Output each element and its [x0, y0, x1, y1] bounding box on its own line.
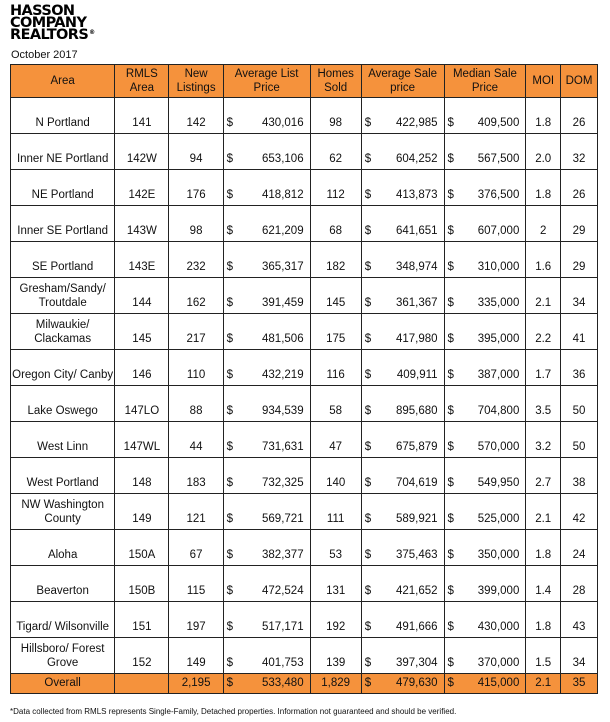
currency-symbol: $: [447, 585, 454, 597]
amount: 382,377: [262, 549, 304, 561]
amount: 430,000: [477, 621, 520, 633]
currency-symbol: $: [447, 549, 454, 561]
amount: 895,680: [395, 405, 438, 417]
currency-symbol: $: [364, 333, 372, 345]
avg-list-price-cell: [223, 422, 310, 458]
amount: 607,000: [477, 225, 520, 237]
currency-symbol: $: [226, 513, 234, 525]
homes-sold-cell: 62: [310, 134, 361, 170]
rmls-cell: 147WL: [115, 422, 169, 458]
currency-symbol: $: [447, 153, 454, 165]
median-sale-price-cell: [444, 566, 526, 602]
currency-symbol: $: [226, 657, 234, 669]
homes-sold-cell: 116: [310, 350, 361, 386]
avg-sale-price-cell: [361, 494, 444, 530]
amount: 704,800: [477, 405, 520, 417]
area-cell: Oregon City/ Canby: [11, 350, 115, 386]
avg-list-price-cell: [223, 242, 310, 278]
amount: 653,106: [262, 153, 304, 165]
homes-sold-cell: 182: [310, 242, 361, 278]
median-sale-price-cell: [444, 350, 526, 386]
moi-cell: 1.8: [526, 530, 561, 566]
amount: 401,753: [262, 657, 304, 669]
amount: 732,325: [262, 477, 304, 489]
dom-cell: 29: [561, 206, 598, 242]
median-sale-price-cell: [444, 386, 526, 422]
table-row: [11, 278, 598, 314]
currency-symbol: $: [364, 549, 372, 561]
avg-sale-price-cell: [361, 206, 444, 242]
new-listings-cell: 217: [169, 314, 223, 350]
homes-sold-cell: 1,829: [310, 674, 361, 694]
avg-list-price-cell: [223, 674, 310, 694]
amount: 570,000: [477, 441, 520, 453]
currency-symbol: $: [226, 477, 234, 489]
new-listings-cell: 2,195: [169, 674, 223, 694]
amount: 589,921: [395, 513, 438, 525]
currency-symbol: $: [364, 677, 372, 689]
moi-cell: 1.4: [526, 566, 561, 602]
moi-cell: 1.8: [526, 170, 561, 206]
avg-sale-price-cell: [361, 602, 444, 638]
new-listings-cell: 232: [169, 242, 223, 278]
table-row: [11, 494, 598, 530]
amount: 310,000: [477, 261, 520, 273]
area-cell: SE Portland: [11, 242, 115, 278]
market-stats-table: [10, 64, 598, 694]
column-header: Homes Sold: [310, 65, 361, 98]
report-date: October 2017: [11, 49, 78, 61]
moi-cell: 1.6: [526, 242, 561, 278]
median-sale-price-cell: [444, 242, 526, 278]
median-sale-price-cell: [444, 422, 526, 458]
table-row: [11, 530, 598, 566]
table-row: [11, 242, 598, 278]
area-cell: Overall: [11, 674, 115, 694]
homes-sold-cell: 131: [310, 566, 361, 602]
table-row: [11, 170, 598, 206]
currency-symbol: $: [226, 225, 234, 237]
median-sale-price-cell: [444, 98, 526, 134]
currency-symbol: $: [447, 189, 454, 201]
moi-cell: 1.5: [526, 638, 561, 674]
table-row: [11, 386, 598, 422]
median-sale-price-cell: [444, 494, 526, 530]
currency-symbol: $: [447, 297, 454, 309]
avg-sale-price-cell: [361, 638, 444, 674]
new-listings-cell: 142: [169, 98, 223, 134]
moi-cell: 2.2: [526, 314, 561, 350]
avg-list-price-cell: [223, 314, 310, 350]
new-listings-cell: 115: [169, 566, 223, 602]
currency-symbol: $: [447, 117, 454, 129]
amount: 397,304: [395, 657, 438, 669]
currency-symbol: $: [226, 333, 234, 345]
currency-symbol: $: [447, 513, 454, 525]
area-cell: Beaverton: [11, 566, 115, 602]
amount: 567,500: [477, 153, 520, 165]
currency-symbol: $: [364, 585, 372, 597]
amount: 549,950: [477, 477, 520, 489]
amount: 376,500: [477, 189, 520, 201]
column-header: MOI: [526, 65, 561, 98]
new-listings-cell: 88: [169, 386, 223, 422]
area-cell: Inner SE Portland: [11, 206, 115, 242]
avg-list-price-cell: [223, 458, 310, 494]
footnote: *Data collected from RMLS represents Single-Family, Detached properties. Information not guaranteed and should be verified.: [10, 707, 457, 716]
dom-cell: 43: [561, 602, 598, 638]
amount: 704,619: [395, 477, 438, 489]
moi-cell: 2.1: [526, 494, 561, 530]
avg-sale-price-cell: [361, 386, 444, 422]
amount: 350,000: [477, 549, 520, 561]
table-row: [11, 638, 598, 674]
homes-sold-cell: 98: [310, 98, 361, 134]
dom-cell: 38: [561, 458, 598, 494]
homes-sold-cell: 68: [310, 206, 361, 242]
hasson-logo: [10, 3, 95, 43]
amount: 409,911: [396, 369, 438, 381]
area-cell: Milwaukie/ Clackamas: [11, 314, 115, 350]
currency-symbol: $: [226, 549, 234, 561]
rmls-cell: 151: [115, 602, 169, 638]
column-header: DOM: [561, 65, 598, 98]
amount: 432,219: [262, 369, 304, 381]
area-cell: West Linn: [11, 422, 115, 458]
table-row: [11, 422, 598, 458]
moi-cell: 2.7: [526, 458, 561, 494]
overall-row: [11, 674, 598, 694]
amount: 675,879: [395, 441, 438, 453]
column-header: Average Sale price: [361, 65, 444, 98]
currency-symbol: $: [226, 405, 234, 417]
avg-list-price-cell: [223, 278, 310, 314]
table-row: [11, 134, 598, 170]
rmls-cell: 142W: [115, 134, 169, 170]
homes-sold-cell: 53: [310, 530, 361, 566]
moi-cell: 2.1: [526, 278, 561, 314]
amount: 370,000: [477, 657, 520, 669]
amount: 395,000: [477, 333, 520, 345]
rmls-cell: 150A: [115, 530, 169, 566]
column-header: Median Sale Price: [444, 65, 526, 98]
table-row: [11, 458, 598, 494]
amount: 934,539: [262, 405, 304, 417]
amount: 418,812: [262, 189, 304, 201]
avg-list-price-cell: [223, 134, 310, 170]
new-listings-cell: 197: [169, 602, 223, 638]
avg-sale-price-cell: [361, 674, 444, 694]
currency-symbol: $: [226, 297, 234, 309]
new-listings-cell: 162: [169, 278, 223, 314]
median-sale-price-cell: [444, 170, 526, 206]
table-row: [11, 350, 598, 386]
dom-cell: 50: [561, 386, 598, 422]
median-sale-price-cell: [444, 638, 526, 674]
dom-cell: 32: [561, 134, 598, 170]
avg-sale-price-cell: [361, 134, 444, 170]
currency-symbol: $: [364, 657, 372, 669]
moi-cell: 3.2: [526, 422, 561, 458]
avg-list-price-cell: [223, 170, 310, 206]
currency-symbol: $: [226, 153, 234, 165]
currency-symbol: $: [364, 117, 372, 129]
moi-cell: 2: [526, 206, 561, 242]
currency-symbol: $: [226, 441, 234, 453]
area-cell: Lake Oswego: [11, 386, 115, 422]
new-listings-cell: 121: [169, 494, 223, 530]
rmls-cell: 144: [115, 278, 169, 314]
column-header: Average List Price: [223, 65, 310, 98]
dom-cell: 35: [561, 674, 598, 694]
currency-symbol: $: [447, 441, 454, 453]
dom-cell: 41: [561, 314, 598, 350]
amount: 421,652: [395, 585, 438, 597]
median-sale-price-cell: [444, 530, 526, 566]
currency-symbol: $: [447, 405, 454, 417]
amount: 533,480: [262, 677, 304, 689]
dom-cell: 50: [561, 422, 598, 458]
currency-symbol: $: [447, 225, 454, 237]
moi-cell: 1.7: [526, 350, 561, 386]
dom-cell: 26: [561, 98, 598, 134]
area-cell: N Portland: [11, 98, 115, 134]
moi-cell: 1.8: [526, 98, 561, 134]
avg-list-price-cell: [223, 350, 310, 386]
column-header: RMLS Area: [115, 65, 169, 98]
amount: 422,985: [395, 117, 438, 129]
table-row: [11, 206, 598, 242]
avg-sale-price-cell: [361, 242, 444, 278]
median-sale-price-cell: [444, 134, 526, 170]
moi-cell: 2.1: [526, 674, 561, 694]
rmls-cell: 145: [115, 314, 169, 350]
table-body: [11, 98, 598, 694]
area-cell: Hillsboro/ Forest Grove: [11, 638, 115, 674]
column-header: Area: [11, 65, 115, 98]
amount: 415,000: [477, 677, 520, 689]
amount: 409,500: [477, 117, 520, 129]
table-row: [11, 602, 598, 638]
homes-sold-cell: 192: [310, 602, 361, 638]
area-cell: Inner NE Portland: [11, 134, 115, 170]
rmls-cell: 141: [115, 98, 169, 134]
new-listings-cell: 176: [169, 170, 223, 206]
amount: 417,980: [395, 333, 438, 345]
area-cell: NW Washington County: [11, 494, 115, 530]
median-sale-price-cell: [444, 314, 526, 350]
amount: 472,524: [262, 585, 304, 597]
amount: 391,459: [262, 297, 304, 309]
area-cell: Aloha: [11, 530, 115, 566]
avg-sale-price-cell: [361, 458, 444, 494]
rmls-cell: 152: [115, 638, 169, 674]
homes-sold-cell: 111: [310, 494, 361, 530]
homes-sold-cell: 112: [310, 170, 361, 206]
avg-sale-price-cell: [361, 278, 444, 314]
homes-sold-cell: 139: [310, 638, 361, 674]
new-listings-cell: 67: [169, 530, 223, 566]
new-listings-cell: 98: [169, 206, 223, 242]
median-sale-price-cell: [444, 206, 526, 242]
currency-symbol: $: [364, 621, 372, 633]
currency-symbol: $: [447, 261, 454, 273]
moi-cell: 2.0: [526, 134, 561, 170]
rmls-cell: 150B: [115, 566, 169, 602]
currency-symbol: $: [226, 261, 234, 273]
homes-sold-cell: 47: [310, 422, 361, 458]
currency-symbol: $: [226, 189, 234, 201]
amount: 430,016: [262, 117, 304, 129]
logo-line-2: COMPANY: [10, 15, 87, 31]
dom-cell: 28: [561, 566, 598, 602]
amount: 481,506: [262, 333, 304, 345]
logo-line-3: REALTORS ®: [10, 27, 95, 43]
table-row: [11, 314, 598, 350]
amount: 621,209: [262, 225, 304, 237]
header-row: [11, 65, 598, 98]
currency-symbol: $: [364, 297, 372, 309]
avg-sale-price-cell: [361, 314, 444, 350]
currency-symbol: $: [447, 677, 454, 689]
avg-list-price-cell: [223, 206, 310, 242]
median-sale-price-cell: [444, 602, 526, 638]
homes-sold-cell: 175: [310, 314, 361, 350]
avg-list-price-cell: [223, 566, 310, 602]
amount: 491,666: [395, 621, 438, 633]
median-sale-price-cell: [444, 674, 526, 694]
amount: 375,463: [395, 549, 438, 561]
currency-symbol: $: [364, 225, 372, 237]
amount: 517,171: [262, 621, 304, 633]
currency-symbol: $: [226, 677, 234, 689]
amount: 348,974: [395, 261, 438, 273]
amount: 641,651: [395, 225, 438, 237]
logo-line-1: HASSON: [10, 3, 75, 19]
dom-cell: 34: [561, 278, 598, 314]
currency-symbol: $: [364, 189, 372, 201]
amount: 731,631: [262, 441, 304, 453]
currency-symbol: $: [447, 621, 454, 633]
dom-cell: 42: [561, 494, 598, 530]
currency-symbol: $: [364, 405, 372, 417]
currency-symbol: $: [226, 369, 234, 381]
avg-sale-price-cell: [361, 170, 444, 206]
currency-symbol: $: [364, 477, 372, 489]
amount: 413,873: [395, 189, 438, 201]
avg-sale-price-cell: [361, 530, 444, 566]
currency-symbol: $: [364, 513, 372, 525]
currency-symbol: $: [226, 621, 234, 633]
median-sale-price-cell: [444, 458, 526, 494]
new-listings-cell: 44: [169, 422, 223, 458]
amount: 399,000: [477, 585, 520, 597]
rmls-cell: 143W: [115, 206, 169, 242]
dom-cell: 29: [561, 242, 598, 278]
currency-symbol: $: [447, 477, 454, 489]
avg-sale-price-cell: [361, 566, 444, 602]
area-cell: Tigard/ Wilsonville: [11, 602, 115, 638]
new-listings-cell: 110: [169, 350, 223, 386]
currency-symbol: $: [447, 333, 454, 345]
avg-list-price-cell: [223, 530, 310, 566]
avg-list-price-cell: [223, 98, 310, 134]
amount: 365,317: [262, 261, 304, 273]
homes-sold-cell: 140: [310, 458, 361, 494]
amount: 604,252: [395, 153, 438, 165]
avg-sale-price-cell: [361, 98, 444, 134]
currency-symbol: $: [447, 369, 454, 381]
amount: 361,367: [395, 297, 438, 309]
avg-list-price-cell: [223, 494, 310, 530]
dom-cell: 34: [561, 638, 598, 674]
dom-cell: 24: [561, 530, 598, 566]
rmls-cell: 149: [115, 494, 169, 530]
currency-symbol: $: [226, 585, 234, 597]
homes-sold-cell: 58: [310, 386, 361, 422]
table-row: [11, 98, 598, 134]
currency-symbol: $: [364, 261, 372, 273]
area-cell: West Portland: [11, 458, 115, 494]
amount: 569,721: [262, 513, 304, 525]
amount: 479,630: [395, 677, 438, 689]
table-row: [11, 566, 598, 602]
avg-sale-price-cell: [361, 422, 444, 458]
amount: 525,000: [477, 513, 520, 525]
new-listings-cell: 94: [169, 134, 223, 170]
rmls-cell: 146: [115, 350, 169, 386]
median-sale-price-cell: [444, 278, 526, 314]
currency-symbol: $: [364, 441, 372, 453]
dom-cell: 36: [561, 350, 598, 386]
rmls-cell: [115, 674, 169, 694]
homes-sold-cell: 145: [310, 278, 361, 314]
area-cell: Gresham/Sandy/ Troutdale: [11, 278, 115, 314]
currency-symbol: $: [364, 369, 372, 381]
amount: 335,000: [477, 297, 520, 309]
moi-cell: 3.5: [526, 386, 561, 422]
avg-list-price-cell: [223, 602, 310, 638]
avg-sale-price-cell: [361, 350, 444, 386]
column-header: New Listings: [169, 65, 223, 98]
new-listings-cell: 149: [169, 638, 223, 674]
dom-cell: 26: [561, 170, 598, 206]
amount: 387,000: [477, 369, 520, 381]
avg-list-price-cell: [223, 386, 310, 422]
area-cell: NE Portland: [11, 170, 115, 206]
rmls-cell: 142E: [115, 170, 169, 206]
rmls-cell: 148: [115, 458, 169, 494]
currency-symbol: $: [226, 117, 234, 129]
rmls-cell: 143E: [115, 242, 169, 278]
new-listings-cell: 183: [169, 458, 223, 494]
moi-cell: 1.8: [526, 602, 561, 638]
rmls-cell: 147LO: [115, 386, 169, 422]
currency-symbol: $: [447, 657, 454, 669]
currency-symbol: $: [364, 153, 372, 165]
avg-list-price-cell: [223, 638, 310, 674]
